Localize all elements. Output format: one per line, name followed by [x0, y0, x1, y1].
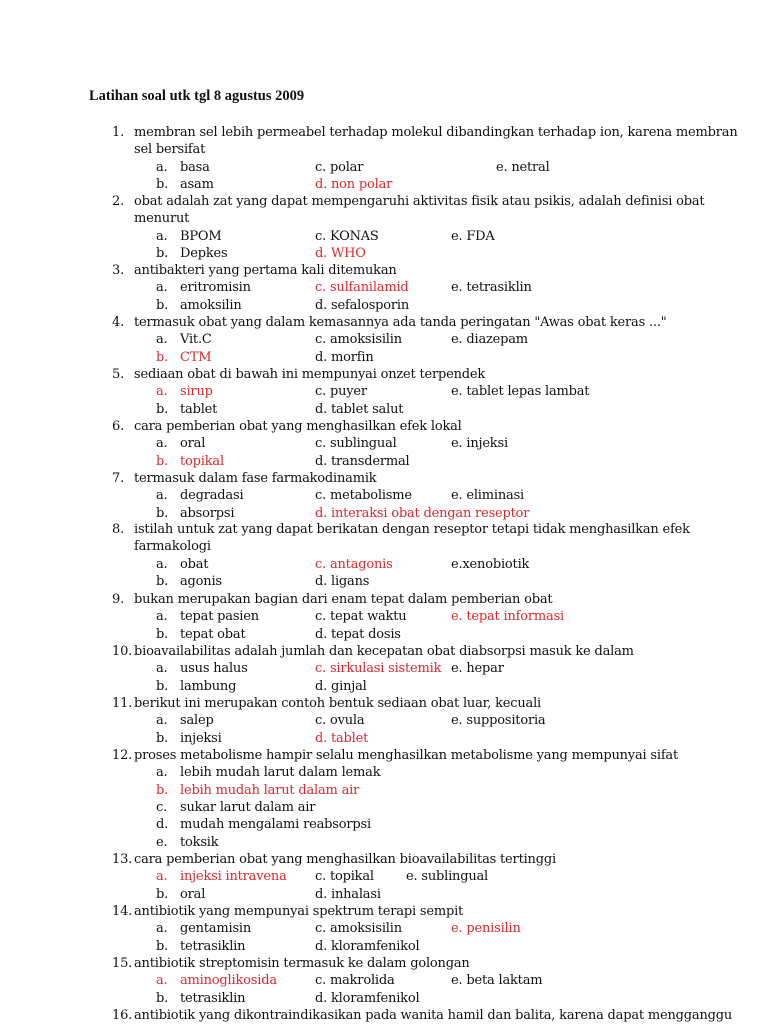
option-text: e. hepar — [451, 661, 504, 677]
option-label: a. — [156, 488, 168, 504]
option-text: d. non polar — [315, 176, 393, 192]
option-text: sirup — [180, 384, 213, 400]
option-text: absorpsi — [180, 505, 235, 521]
option-label: b. — [156, 453, 169, 469]
question-text: termasuk dalam fase farmakodinamik — [134, 471, 377, 486]
option-text: basa — [180, 159, 210, 175]
option-label: a. — [156, 661, 168, 677]
option-text: e. diazepam — [451, 332, 528, 348]
option-label: b. — [156, 245, 169, 261]
option-text: injeksi intravena — [180, 869, 287, 885]
option-label: a. — [156, 280, 168, 296]
option-text: e. tablet lepas lambat — [451, 384, 590, 400]
option-text: CTM — [180, 349, 212, 365]
option-text: obat — [180, 556, 209, 572]
option-label: b. — [156, 990, 169, 1006]
option-text: oral — [180, 436, 206, 452]
option-text: d. sefalosporin — [315, 297, 410, 313]
question-number: 4. — [112, 315, 125, 330]
option-text: asam — [180, 176, 214, 192]
page-title: Latihan soal utk tgl 8 agustus 2009 — [89, 88, 305, 104]
question-text: termasuk obat yang dalam kemasannya ada tanda peringatan "Awas obat keras ..." — [134, 315, 667, 330]
option-text: c. sublingual — [315, 436, 397, 452]
option-text: e. suppositoria — [451, 713, 546, 729]
option-label: e. — [156, 834, 168, 850]
option-label: a. — [156, 765, 168, 781]
question-text: farmakologi — [134, 539, 211, 555]
option-text: c. sulfanilamid — [315, 280, 409, 296]
option-label: a. — [156, 332, 168, 348]
option-text: c. antagonis — [315, 556, 393, 572]
option-text: topikal — [180, 453, 224, 469]
option-text: d. tablet salut — [315, 401, 404, 417]
question-number: 14. — [112, 904, 133, 919]
option-text: agonis — [180, 573, 222, 589]
option-label: a. — [156, 869, 168, 885]
question-text: cara pemberian obat yang menghasilkan efek lokal — [134, 419, 462, 434]
option-text: BPOM — [180, 228, 222, 244]
question-text: sediaan obat di bawah ini mempunyai onzet terpendek — [134, 367, 486, 382]
option-text: d. tepat dosis — [315, 626, 401, 642]
option-text: e. sublingual — [406, 869, 489, 885]
question-text: bukan merupakan bagian dari enam tepat dalam pemberian obat — [134, 592, 553, 607]
question-text: antibiotik yang mempunyai spektrum terapi sempit — [134, 904, 464, 919]
question-text: membran sel lebih permeabel terhadap molekul dibandingkan terhadap ion, karena membran — [134, 125, 738, 140]
option-label: a. — [156, 609, 168, 625]
option-label: a. — [156, 228, 168, 244]
option-text: e. injeksi — [451, 436, 508, 452]
question-text: cara pemberian obat yang menghasilkan bioavailabilitas tertinggi — [134, 852, 556, 867]
option-text: gentamisin — [180, 921, 252, 937]
option-label: a. — [156, 436, 168, 452]
question-text: antibiotik yang dikontraindikasikan pada wanita hamil dan balita, karena dapat mengganggu — [134, 1008, 733, 1023]
option-label: b. — [156, 401, 169, 417]
option-text: degradasi — [180, 488, 244, 504]
option-label: a. — [156, 921, 168, 937]
option-text: c. metabolisme — [315, 488, 412, 504]
option-label: a. — [156, 556, 168, 572]
option-text: d. kloramfenikol — [315, 938, 420, 954]
option-text: tepat obat — [180, 626, 246, 642]
option-text: lebih mudah larut dalam air — [180, 782, 360, 798]
option-label: a. — [156, 384, 168, 400]
option-text: c. puyer — [315, 384, 367, 400]
option-text: d. inhalasi — [315, 886, 381, 902]
option-text: e. tetrasiklin — [451, 280, 532, 296]
question-number: 7. — [112, 471, 125, 486]
question-text: obat adalah zat yang dapat mempengaruhi aktivitas fisik atau psikis, adalah definisi obat — [134, 194, 705, 209]
option-text: d. morfin — [315, 349, 374, 365]
option-text: tetrasiklin — [180, 938, 246, 954]
question-text: antibiotik streptomisin termasuk ke dalam golongan — [134, 956, 470, 971]
option-text: c. makrolida — [315, 973, 395, 989]
option-label: b. — [156, 573, 169, 589]
question-text: menurut — [134, 211, 190, 227]
option-text: mudah mengalami reabsorpsi — [180, 817, 371, 833]
option-label: b. — [156, 626, 169, 642]
option-text: c. KONAS — [315, 228, 379, 244]
option-label: b. — [156, 505, 169, 521]
question-number: 12. — [112, 748, 133, 763]
option-text: d. transdermal — [315, 453, 410, 469]
option-text: Depkes — [180, 245, 228, 261]
option-text: eritromisin — [180, 280, 251, 296]
option-label: b. — [156, 297, 169, 313]
option-text: d. WHO — [315, 245, 366, 261]
option-text: usus halus — [180, 661, 248, 677]
option-text: c. polar — [315, 159, 364, 175]
option-text: injeksi — [180, 730, 222, 746]
option-text: lebih mudah larut dalam lemak — [180, 765, 381, 781]
option-label: b. — [156, 176, 169, 192]
option-text: e. penisilin — [451, 921, 521, 937]
option-text: d. ligans — [315, 573, 370, 589]
option-text: oral — [180, 886, 206, 902]
option-label: a. — [156, 713, 168, 729]
question-number: 1. — [112, 125, 125, 140]
question-text: berikut ini merupakan contoh bentuk sediaan obat luar, kecuali — [134, 696, 541, 711]
option-text: c. amoksisilin — [315, 921, 402, 937]
question-text: sel bersifat — [134, 142, 206, 158]
option-text: c. ovula — [315, 713, 365, 729]
question-text: antibakteri yang pertama kali ditemukan — [134, 263, 397, 278]
option-text: d. ginjal — [315, 678, 367, 694]
question-number: 8. — [112, 522, 125, 537]
option-text: tetrasiklin — [180, 990, 246, 1006]
option-text: e.xenobiotik — [451, 556, 530, 572]
question-text: proses metabolisme hampir selalu menghasilkan metabolisme yang mempunyai sifat — [134, 748, 679, 763]
question-number: 3. — [112, 263, 125, 278]
option-text: c. sirkulasi sistemik — [315, 661, 442, 677]
option-text: Vit.C — [180, 332, 212, 348]
option-text: d. tablet — [315, 730, 369, 746]
question-number: 13. — [112, 852, 133, 867]
option-label: b. — [156, 886, 169, 902]
option-label: b. — [156, 938, 169, 954]
option-text: e. FDA — [451, 228, 495, 244]
option-text: e. netral — [496, 159, 550, 175]
option-label: b. — [156, 349, 169, 365]
option-text: c. topikal — [315, 869, 374, 885]
option-label: d. — [156, 817, 169, 833]
question-text: bioavailabilitas adalah jumlah dan kecepatan obat diabsorpsi masuk ke dalam — [134, 644, 634, 659]
option-text: aminoglikosida — [180, 973, 277, 989]
option-label: a. — [156, 159, 168, 175]
question-number: 5. — [112, 367, 125, 382]
option-label: b. — [156, 782, 169, 798]
option-text: sukar larut dalam air — [180, 799, 316, 815]
option-label: b. — [156, 678, 169, 694]
option-text: d. kloramfenikol — [315, 990, 420, 1006]
option-text: lambung — [180, 678, 237, 694]
option-text: tepat pasien — [180, 609, 259, 625]
option-label: b. — [156, 730, 169, 746]
question-number: 16. — [112, 1008, 133, 1023]
option-text: e. beta laktam — [451, 973, 543, 989]
option-text: d. interaksi obat dengan reseptor — [315, 505, 530, 521]
option-text: salep — [180, 713, 214, 729]
option-text: c. amoksisilin — [315, 332, 402, 348]
option-text: amoksilin — [180, 297, 242, 313]
question-number: 2. — [112, 194, 125, 209]
option-label: a. — [156, 973, 168, 989]
question-number: 9. — [112, 592, 125, 607]
option-label: c. — [156, 799, 168, 815]
question-number: 6. — [112, 419, 125, 434]
option-text: e. tepat informasi — [451, 609, 564, 625]
option-text: c. tepat waktu — [315, 609, 407, 625]
option-text: toksik — [180, 834, 219, 850]
option-text: e. eliminasi — [451, 488, 525, 504]
question-number: 15. — [112, 956, 133, 971]
option-text: tablet — [180, 401, 218, 417]
question-text: istilah untuk zat yang dapat berikatan dengan reseptor tetapi tidak menghasilkan efek — [134, 522, 690, 537]
question-number: 10. — [112, 644, 133, 659]
question-number: 11. — [112, 696, 133, 711]
